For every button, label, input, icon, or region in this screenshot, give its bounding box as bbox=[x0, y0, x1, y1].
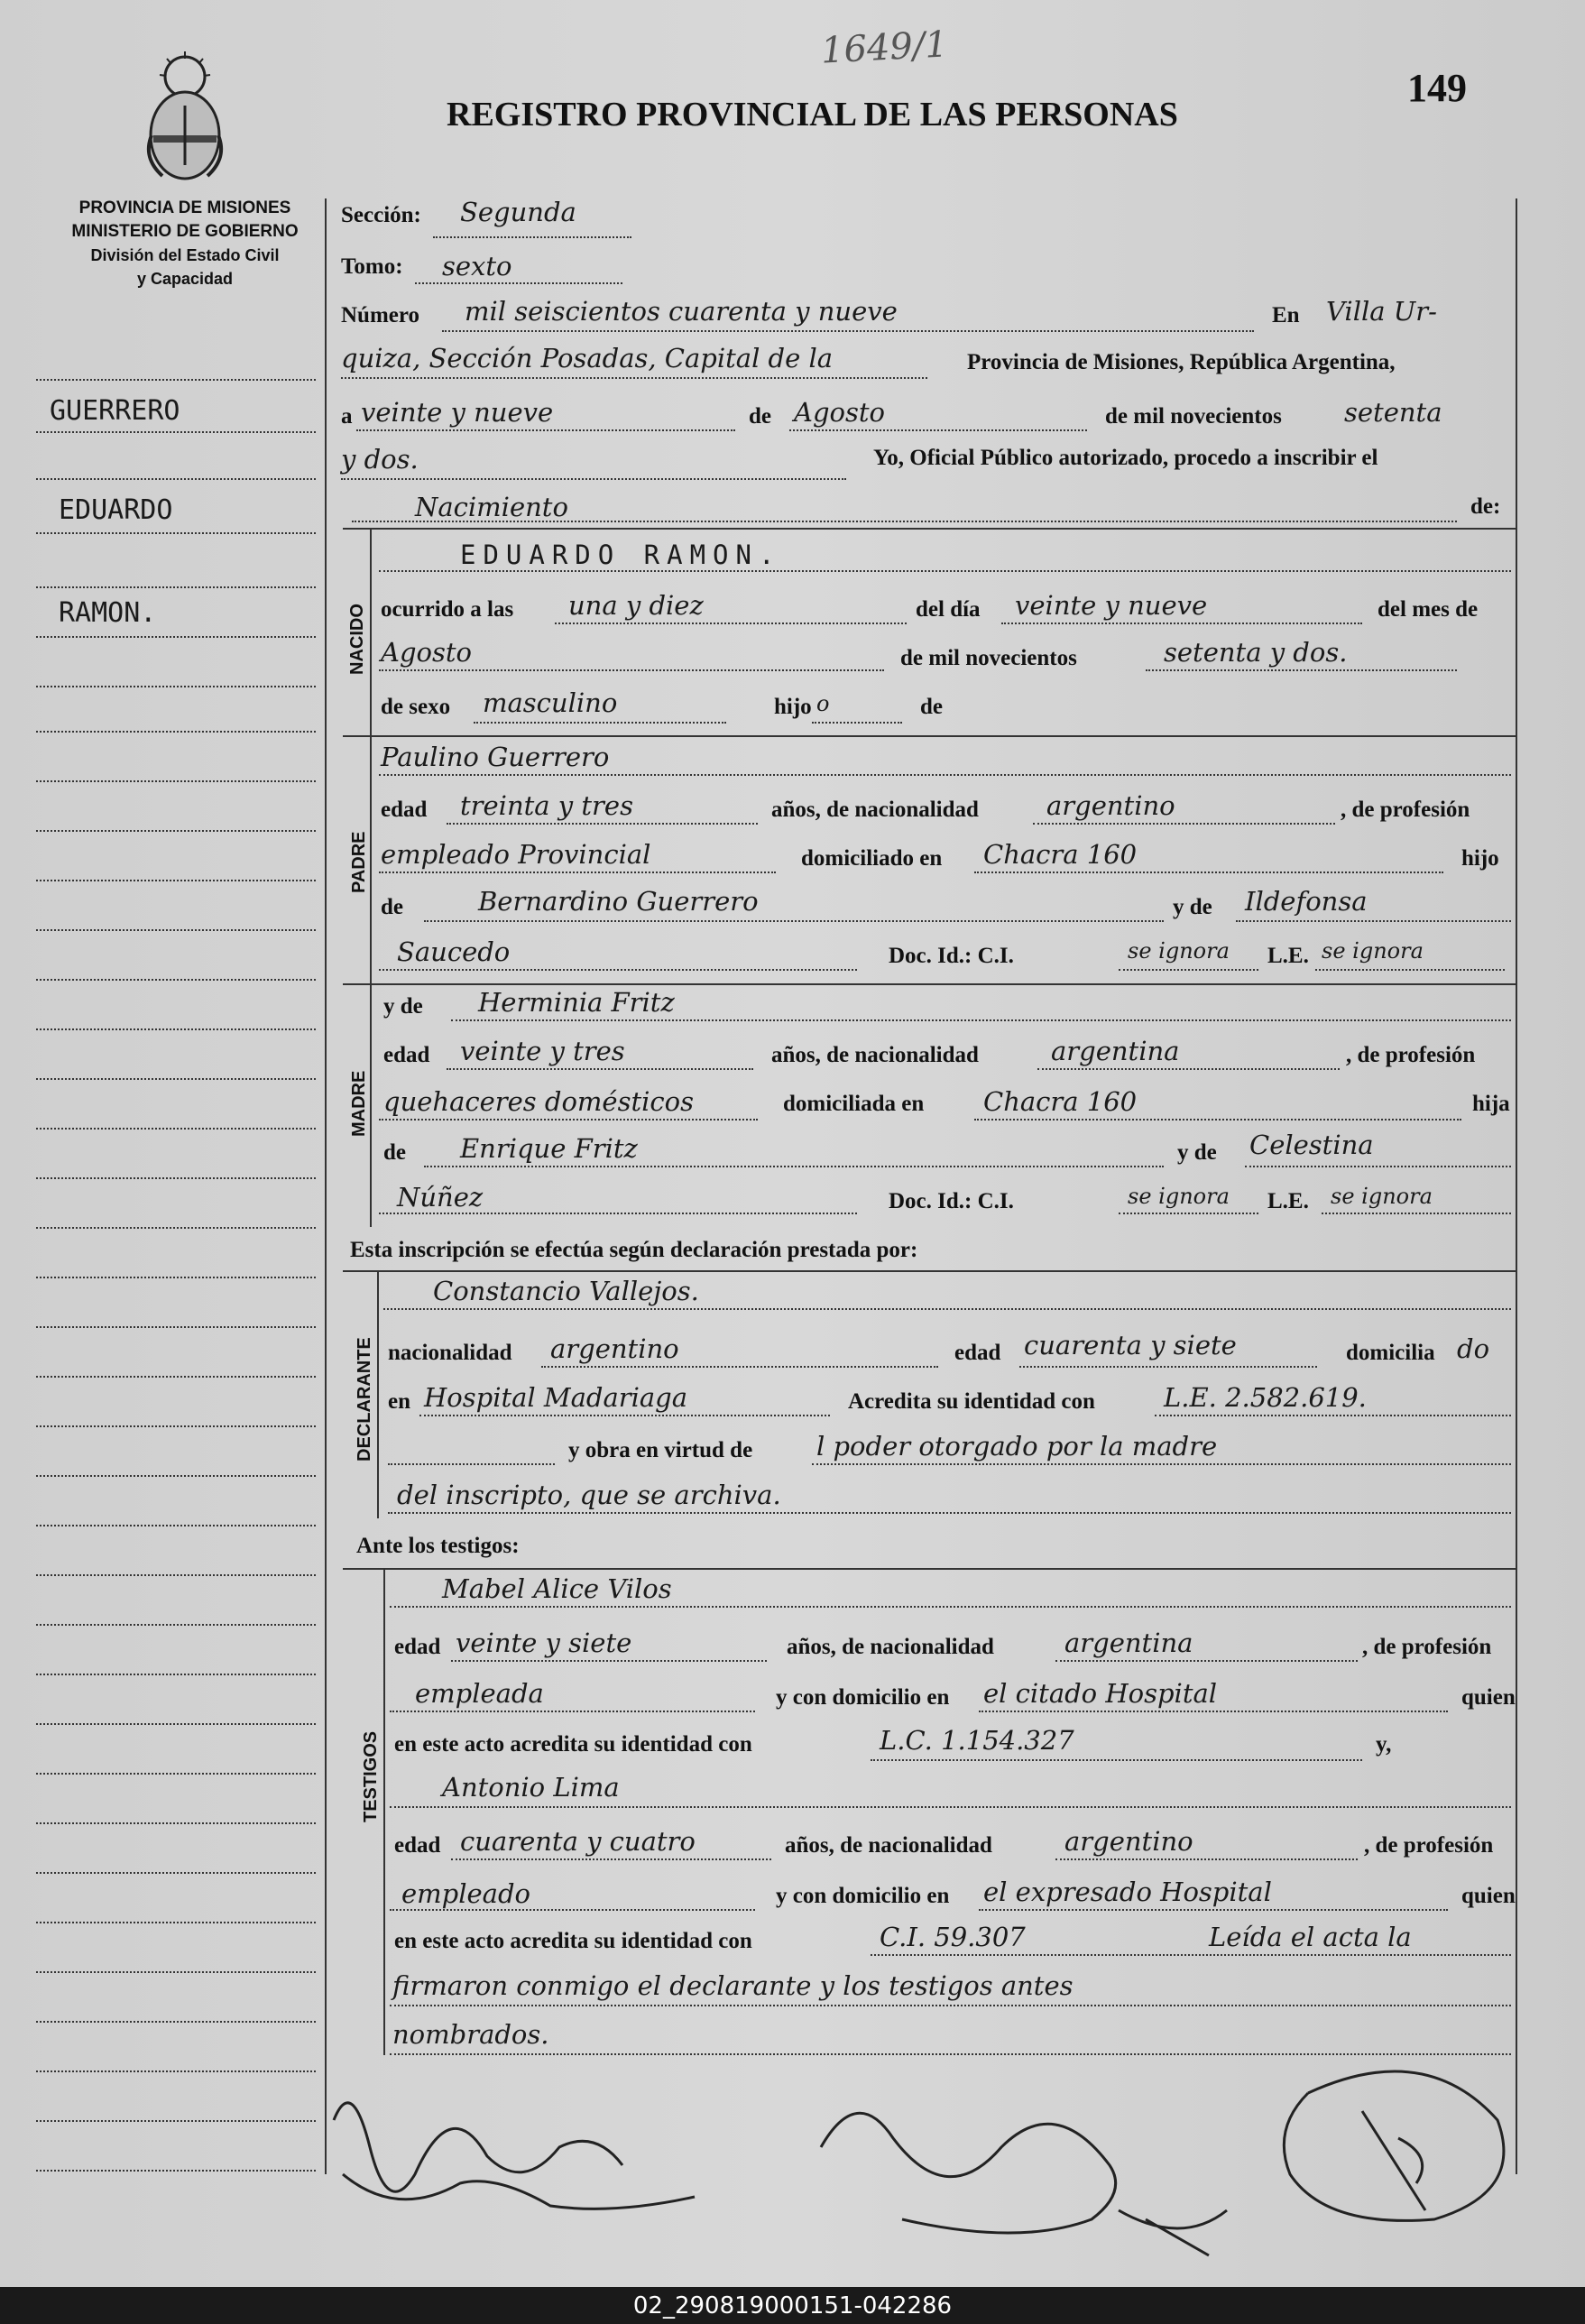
fill-line bbox=[390, 1909, 755, 1911]
fill-line bbox=[871, 1954, 1511, 1956]
nacido-nombre: EDUARDO RAMON. bbox=[460, 540, 782, 570]
fill-line bbox=[383, 1308, 1511, 1310]
padre-profesion-value: empleado Provincial bbox=[381, 839, 651, 870]
testigo2-nacionalidad-value: argentino bbox=[1064, 1826, 1193, 1857]
margin-line bbox=[36, 1028, 316, 1030]
declarante-domicilio-suffix: do bbox=[1457, 1333, 1490, 1364]
testigo1-quien-label: quien bbox=[1461, 1685, 1516, 1710]
testigo1-profesion-label: , de profesión bbox=[1362, 1635, 1492, 1659]
en-label: En bbox=[1272, 303, 1300, 327]
section-rule bbox=[383, 1568, 385, 2055]
fill-line bbox=[451, 1660, 767, 1662]
testigo1-nombre: Mabel Alice Vilos bbox=[442, 1573, 672, 1604]
declarante-acredita-label: Acredita su identidad con bbox=[848, 1389, 1095, 1414]
hijo-label: hijo bbox=[774, 695, 812, 719]
declarante-domicilio-label: domicilia bbox=[1346, 1341, 1435, 1365]
abuela-paterna-value-2: Saucedo bbox=[397, 936, 511, 967]
madre-y-de-label-2: y de bbox=[1177, 1140, 1217, 1165]
fill-line bbox=[388, 1463, 555, 1465]
margin-line bbox=[36, 2170, 316, 2172]
padre-de-label: de bbox=[381, 895, 403, 919]
margin-line bbox=[36, 1822, 316, 1824]
testigo2-profesion-value: empleado bbox=[401, 1878, 530, 1909]
fill-line bbox=[1019, 1366, 1317, 1368]
madre-domicilio-value: Chacra 160 bbox=[983, 1086, 1138, 1117]
testigo2-domicilio-label: y con domicilio en bbox=[776, 1884, 950, 1908]
right-rule bbox=[1516, 198, 1517, 2174]
ocurrido-label: ocurrido a las bbox=[381, 597, 514, 622]
madre-le-label: L.E. bbox=[1267, 1189, 1309, 1213]
declarante-virtud-value-2: del inscripto, que se archiva. bbox=[397, 1480, 781, 1510]
fill-line bbox=[1037, 1068, 1340, 1070]
cierre-text-3: nombrados. bbox=[392, 2019, 549, 2050]
de-label: de bbox=[749, 404, 771, 429]
page-number: 149 bbox=[1407, 66, 1467, 110]
padre-profesion-label: , de profesión bbox=[1341, 798, 1470, 822]
lugar-value-1: Villa Ur- bbox=[1326, 296, 1437, 327]
margin-line bbox=[36, 1872, 316, 1874]
fill-line bbox=[447, 1068, 753, 1070]
fill-line bbox=[1119, 969, 1258, 971]
mil-novecientos-label: de mil novecientos bbox=[1105, 404, 1282, 429]
testigo2-nacionalidad-label: años, de nacionalidad bbox=[785, 1833, 992, 1858]
seccion-value: Segunda bbox=[460, 197, 576, 227]
section-rule bbox=[343, 735, 1516, 737]
authority-line-3: División del Estado Civil bbox=[90, 246, 280, 264]
testigo2-identidad-value: C.I. 59.307 bbox=[880, 1922, 1026, 1952]
hijo-value-mark: o bbox=[816, 691, 830, 716]
nacido-dia-value: veinte y nueve bbox=[1015, 590, 1208, 621]
testigo1-edad-value: veinte y siete bbox=[456, 1628, 632, 1658]
fill-line bbox=[1245, 1166, 1511, 1167]
hora-value: una y diez bbox=[568, 590, 704, 621]
testigo1-y-label: y, bbox=[1376, 1732, 1392, 1757]
madre-nacionalidad-value: argentina bbox=[1051, 1036, 1180, 1066]
margin-line bbox=[36, 780, 316, 782]
fill-line bbox=[415, 282, 622, 284]
fill-line bbox=[379, 669, 884, 671]
padre-nombre: Paulino Guerrero bbox=[381, 742, 610, 772]
testigo1-edad-label: edad bbox=[394, 1635, 441, 1659]
margin-line bbox=[36, 1376, 316, 1378]
margin-line bbox=[36, 979, 316, 981]
fill-line bbox=[974, 872, 1443, 873]
madre-section-label: MADRE bbox=[349, 1070, 369, 1137]
madre-y-de-label: y de bbox=[383, 994, 423, 1019]
testigo2-edad-label: edad bbox=[394, 1833, 441, 1858]
fecha-dia-value: veinte y nueve bbox=[361, 397, 554, 428]
madre-le-value: se ignora bbox=[1331, 1184, 1433, 1209]
fill-line bbox=[433, 236, 631, 238]
margin-second-name: RAMON. bbox=[59, 597, 157, 629]
fill-line bbox=[379, 1119, 758, 1120]
page-title: REGISTRO PROVINCIAL DE LAS PERSONAS bbox=[447, 96, 1178, 134]
margin-line bbox=[36, 1674, 316, 1675]
margin-line bbox=[36, 1922, 316, 1923]
fill-line bbox=[388, 1512, 1511, 1514]
padre-domicilio-value: Chacra 160 bbox=[983, 839, 1138, 870]
padre-doc-label: Doc. Id.: C.I. bbox=[889, 944, 1014, 968]
del-mes-label: del mes de bbox=[1378, 597, 1479, 622]
section-rule bbox=[343, 983, 1516, 985]
madre-nombre: Herminia Fritz bbox=[478, 987, 675, 1018]
ante-testigos-text: Ante los testigos: bbox=[356, 1534, 520, 1558]
de-colon-label: de: bbox=[1470, 494, 1501, 519]
margin-line bbox=[36, 1277, 316, 1278]
de-label-2: de bbox=[920, 695, 943, 719]
margin-first-name: EDUARDO bbox=[59, 494, 173, 526]
section-rule bbox=[343, 1568, 1516, 1570]
fill-line bbox=[356, 429, 735, 431]
padre-nacionalidad-value: argentino bbox=[1046, 790, 1175, 821]
signature-official bbox=[1284, 2071, 1504, 2220]
testigo1-domicilio-label: y con domicilio en bbox=[776, 1685, 950, 1710]
fill-line bbox=[447, 823, 758, 825]
fill-line bbox=[1119, 1213, 1258, 1214]
fill-line bbox=[871, 1759, 1362, 1761]
madre-edad-value: veinte y tres bbox=[460, 1036, 625, 1066]
declarante-virtud-value-1: l poder otorgado por la madre bbox=[816, 1431, 1218, 1462]
fill-line bbox=[1315, 969, 1505, 971]
signature-declarant bbox=[821, 2113, 1116, 2233]
margin-line bbox=[36, 431, 316, 433]
margin-line bbox=[36, 731, 316, 733]
margin-line bbox=[36, 1078, 316, 1080]
fecha-anio-value-2: y dos. bbox=[341, 444, 419, 475]
madre-doc-value: se ignora bbox=[1128, 1184, 1230, 1209]
fill-line bbox=[1001, 622, 1362, 624]
padre-hijo-label: hijo bbox=[1461, 846, 1499, 871]
margin-line bbox=[36, 1326, 316, 1328]
margin-line bbox=[36, 2070, 316, 2072]
abuela-materna-value-1: Celestina bbox=[1249, 1130, 1374, 1160]
fill-line bbox=[974, 1119, 1461, 1120]
tomo-value: sexto bbox=[442, 251, 512, 281]
fill-line bbox=[379, 570, 1511, 572]
fill-line bbox=[341, 377, 927, 379]
margin-line bbox=[36, 1624, 316, 1626]
margin-rule bbox=[325, 198, 327, 2174]
authority-line-4: y Capacidad bbox=[136, 270, 234, 288]
authority-line-2: MINISTERIO DE GOBIERNO bbox=[71, 222, 299, 241]
margin-line bbox=[36, 1177, 316, 1179]
declaracion-text: Esta inscripción se efectúa según declaración prestada por: bbox=[350, 1238, 918, 1262]
provincia-text: Provincia de Misiones, República Argentina, bbox=[967, 350, 1396, 374]
fill-line bbox=[379, 872, 776, 873]
fill-line bbox=[451, 1858, 771, 1860]
section-rule bbox=[343, 528, 1516, 530]
registry-stamp-number: 1649/1 bbox=[819, 23, 949, 72]
margin-line bbox=[36, 830, 316, 832]
margin-line bbox=[36, 586, 316, 588]
fill-line bbox=[979, 1909, 1448, 1911]
fill-line bbox=[1055, 1660, 1358, 1662]
sexo-label: de sexo bbox=[381, 695, 451, 719]
testigos-section-label: TESTIGOS bbox=[361, 1730, 381, 1822]
testigo2-nombre: Antonio Lima bbox=[442, 1772, 620, 1803]
lugar-value-2: quiza, Sección Posadas, Capital de la bbox=[341, 343, 834, 374]
margin-line bbox=[36, 1525, 316, 1526]
madre-de-label: de bbox=[383, 1140, 406, 1165]
fill-line bbox=[390, 1711, 755, 1712]
padre-le-value: se ignora bbox=[1322, 938, 1424, 964]
fill-line bbox=[390, 1806, 1511, 1808]
margin-line bbox=[36, 1971, 316, 1973]
fill-line bbox=[1146, 669, 1457, 671]
fill-line bbox=[390, 2005, 1511, 2006]
section-rule bbox=[370, 528, 372, 735]
padre-le-label: L.E. bbox=[1267, 944, 1309, 968]
padre-section-label: PADRE bbox=[349, 831, 369, 893]
signature-witness-1 bbox=[334, 2103, 622, 2191]
fecha-anio-value-1: setenta bbox=[1344, 397, 1442, 428]
margin-line bbox=[36, 379, 316, 381]
fill-line bbox=[555, 622, 907, 624]
margin-surname: GUERRERO bbox=[50, 395, 180, 427]
margin-line bbox=[36, 929, 316, 931]
fill-line bbox=[474, 722, 726, 724]
declarante-domicilio-value: Hospital Madariaga bbox=[424, 1382, 688, 1413]
fill-line bbox=[379, 1213, 857, 1214]
nacido-section-label: NACIDO bbox=[347, 604, 367, 675]
declarante-nacionalidad-value: argentino bbox=[550, 1333, 679, 1364]
signature-official-mark bbox=[1362, 2111, 1425, 2210]
fill-line bbox=[789, 429, 1087, 431]
fill-line bbox=[979, 1711, 1448, 1712]
margin-line bbox=[36, 1475, 316, 1477]
abuelo-paterno-value: Bernardino Guerrero bbox=[478, 886, 759, 917]
fill-line bbox=[390, 1606, 1511, 1608]
fill-line bbox=[1055, 1858, 1358, 1860]
fill-line bbox=[379, 774, 1511, 776]
margin-line bbox=[36, 1227, 316, 1229]
testigo1-domicilio-value: el citado Hospital bbox=[983, 1678, 1218, 1709]
fill-line bbox=[424, 920, 1164, 922]
abuelo-materno-value: Enrique Fritz bbox=[460, 1133, 638, 1164]
margin-line bbox=[36, 478, 316, 480]
fill-line bbox=[451, 1019, 1511, 1021]
nacido-mes-value: Agosto bbox=[381, 637, 472, 668]
margin-line bbox=[36, 636, 316, 638]
margin-line bbox=[36, 1773, 316, 1775]
signatures bbox=[316, 2039, 1534, 2282]
margin-line bbox=[36, 1128, 316, 1130]
declarante-edad-value: cuarenta y siete bbox=[1024, 1330, 1237, 1360]
nacido-anio-value: setenta y dos. bbox=[1164, 637, 1348, 668]
madre-edad-label: edad bbox=[383, 1043, 430, 1067]
fill-line bbox=[442, 330, 1254, 332]
section-rule bbox=[370, 735, 372, 983]
declarante-edad-label: edad bbox=[954, 1341, 1001, 1365]
fill-line bbox=[812, 722, 902, 724]
yo-text: Yo, Oficial Público autorizado, procedo a inscribir el bbox=[873, 446, 1378, 470]
del-dia-label: del día bbox=[916, 597, 981, 622]
fill-line bbox=[812, 1463, 1511, 1465]
fill-line bbox=[424, 1166, 1164, 1167]
issuing-authority bbox=[41, 197, 329, 290]
margin-line bbox=[36, 1574, 316, 1576]
sexo-value: masculino bbox=[483, 687, 618, 718]
fill-line bbox=[1033, 823, 1335, 825]
padre-doc-value: se ignora bbox=[1128, 938, 1230, 964]
declarante-section-label: DECLARANTE bbox=[355, 1337, 374, 1462]
testigo1-nacionalidad-label: años, de nacionalidad bbox=[787, 1635, 994, 1659]
declarante-obra-label: y obra en virtud de bbox=[568, 1438, 753, 1462]
margin-line bbox=[36, 1723, 316, 1725]
cierre-text-2: firmaron conmigo el declarante y los testigos antes bbox=[392, 1970, 1074, 2001]
section-rule bbox=[370, 983, 372, 1227]
testigo1-nacionalidad-value: argentina bbox=[1064, 1628, 1193, 1658]
madre-nacionalidad-label: años, de nacionalidad bbox=[771, 1043, 979, 1067]
testigo1-identidad-value: L.C. 1.154.327 bbox=[880, 1725, 1074, 1756]
fill-line bbox=[1236, 920, 1511, 922]
fill-line bbox=[541, 1366, 938, 1368]
abuela-materna-value-2: Núñez bbox=[397, 1182, 484, 1213]
padre-nacionalidad-label: años, de nacionalidad bbox=[771, 798, 979, 822]
madre-profesion-label: , de profesión bbox=[1346, 1043, 1476, 1067]
section-rule bbox=[377, 1270, 379, 1518]
declarante-nacionalidad-label: nacionalidad bbox=[388, 1341, 512, 1365]
authority-line-1: PROVINCIA DE MISIONES bbox=[78, 198, 291, 217]
fill-line bbox=[1322, 1213, 1511, 1214]
testigo2-edad-value: cuarenta y cuatro bbox=[460, 1826, 696, 1857]
testigo2-acredita-label: en este acto acredita su identidad con bbox=[394, 1929, 752, 1953]
margin-line bbox=[36, 532, 316, 534]
padre-edad-label: edad bbox=[381, 798, 428, 822]
fecha-mes-value: Agosto bbox=[794, 397, 885, 428]
margin-line bbox=[36, 1425, 316, 1427]
fill-line bbox=[379, 969, 857, 971]
testigo2-profesion-label: , de profesión bbox=[1364, 1833, 1494, 1858]
testigo1-acredita-label: en este acto acredita su identidad con bbox=[394, 1732, 752, 1757]
fill-line bbox=[341, 478, 846, 480]
acto-value: Nacimiento bbox=[415, 492, 568, 522]
fill-line bbox=[352, 521, 1457, 522]
padre-edad-value: treinta y tres bbox=[460, 790, 633, 821]
declarante-en-label: en bbox=[388, 1389, 410, 1414]
tomo-label: Tomo: bbox=[341, 254, 403, 279]
section-rule bbox=[343, 1270, 1516, 1272]
padre-y-de-label: y de bbox=[1173, 895, 1212, 919]
numero-label: Número bbox=[341, 303, 420, 327]
seccion-label: Sección: bbox=[341, 203, 421, 227]
madre-doc-label: Doc. Id.: C.I. bbox=[889, 1189, 1014, 1213]
madre-profesion-value: quehaceres domésticos bbox=[383, 1086, 694, 1117]
abuela-paterna-value-1: Ildefonsa bbox=[1245, 886, 1368, 917]
declarante-identidad-value: L.E. 2.582.619. bbox=[1164, 1382, 1367, 1413]
mil-novecientos-label-2: de mil novecientos bbox=[900, 646, 1077, 670]
testigo1-profesion-value: empleada bbox=[415, 1678, 544, 1709]
margin-line bbox=[36, 686, 316, 687]
cierre-text-1: Leída el acta la bbox=[1209, 1922, 1412, 1952]
declarante-nombre: Constancio Vallejos. bbox=[433, 1276, 699, 1306]
margin-line bbox=[36, 880, 316, 881]
image-filename: 02_290819000151-042286 bbox=[632, 2292, 953, 2319]
a-label: a bbox=[341, 404, 353, 429]
coat-of-arms-emblem bbox=[135, 50, 235, 185]
margin-line bbox=[36, 2120, 316, 2122]
testigo2-quien-label: quien bbox=[1461, 1884, 1516, 1908]
numero-value: mil seiscientos cuarenta y nueve bbox=[465, 296, 898, 327]
fill-line bbox=[419, 1415, 830, 1416]
madre-domicilio-label: domiciliada en bbox=[783, 1092, 925, 1116]
margin-line bbox=[36, 2021, 316, 2023]
image-filename-bar bbox=[0, 2287, 1585, 2324]
fill-line bbox=[1155, 1415, 1511, 1416]
madre-hija-label: hija bbox=[1472, 1092, 1510, 1116]
testigo2-domicilio-value: el expresado Hospital bbox=[983, 1877, 1272, 1907]
padre-domicilio-label: domiciliado en bbox=[801, 846, 943, 871]
